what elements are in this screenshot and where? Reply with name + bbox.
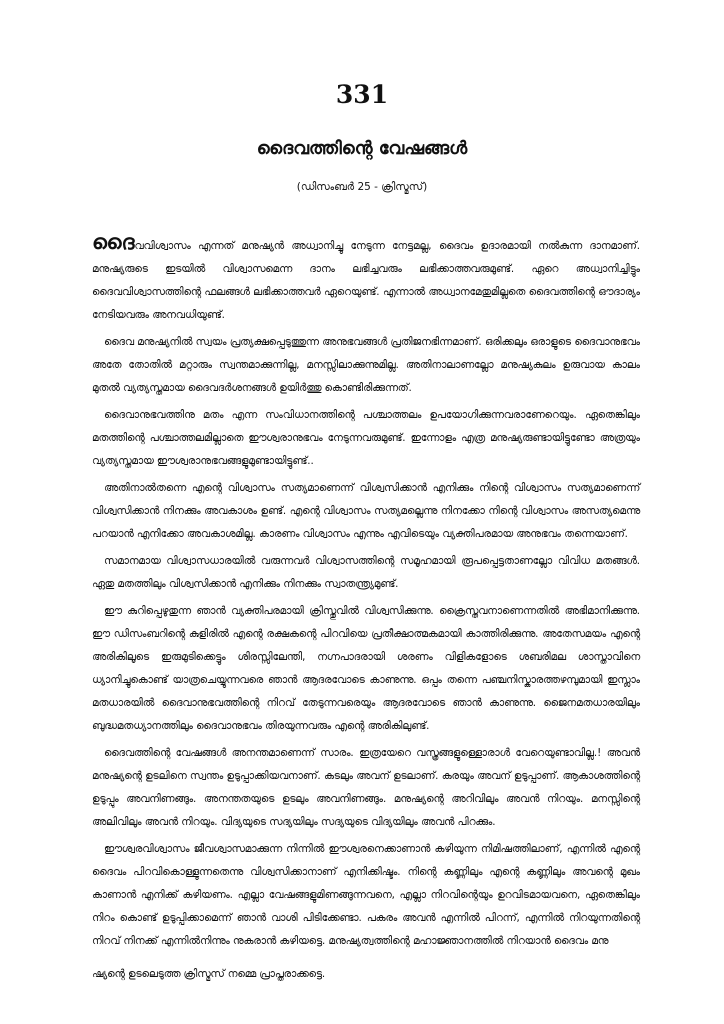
closing-line: ഷ്യന്റെ ഉടലെടുത്ത ക്രിസ്മസ് നമ്മെ പ്രാപ്തരാക്കട്ടെ. — [92, 968, 326, 980]
paragraph-7: ദൈവത്തിന്റെ വേഷങ്ങൾ അനന്തമാണെന്ന് സാരം. ഇത്രയേറെ വസ്ത്രങ്ങളുള്ളൊരാൾ വേറെയുണ്ടാവില്ല.! അവൻ മനുഷ്യന്റെ ഉടലിനെ സ്വന്തം ഉടുപ്പാക്കിയവനാണ്. കടലും അവന് ഉടലാണ്. കരയും അവന് ഉടുപ്പാണ്. ആകാശത്തിന്റെ ഉടുപ്പും അവനിണങ്ങും. അനന്തതയുടെ ഉടലും അവനിണങ്ങും. മനുഷ്യന്റെ അറിവിലും അവൻ നിറയും. മനസ്സിന്റെ അലിവിലും അവൻ നിറയും. വിദ്യയുടെ സദ്യയിലും സദ്യയുടെ വിദ്യയിലും അവൻ പിറക്കും. — [92, 747, 640, 828]
paragraph-4: അതിനാൽതന്നെ എന്റെ വിശ്വാസം സത്യമാണെന്ന് വിശ്വസിക്കാൻ എനിക്കും നിന്റെ വിശ്വാസം സത്യമാണെന്ന് വിശ്വസിക്കാൻ നിനക്കും അവകാശം ഉണ്ട്. എന്റെ വിശ്വാസം സത്യമല്ലെന്നു നിനക്കോ നിന്റെ വിശ്വാസം അസത്യമെന്നു പറയാൻ എനിക്കോ അവകാശമില്ല. കാരണം വിശ്വാസം എന്നും എവിടെയും വ്യക്തിപരമായ അനുഭവം തന്നെയാണ്. — [92, 482, 640, 540]
article-body — [92, 230, 640, 990]
paragraph-6: ഈ കുറിപ്പെഴുതുന്ന ഞാൻ വ്യക്തിപരമായി ക്രിസ്തുവിൽ വിശ്വസിക്കുന്നു. ക്രൈസ്തവനാണെന്നതിൽ അഭിമാനിക്കുന്നു. ഈ ഡിസംബറിന്റെ കുളിരിൽ എന്റെ രക്ഷകന്റെ പിറവിയെ പ്രതീക്ഷാത്മകമായി കാത്തിരിക്കുന്നു. അതേസമയം എന്റെ അരികിലൂടെ ഇരുമുടിക്കെട്ടും ശിരസ്സിലേന്തി, നഗ്നപാദരായി ശരണം വിളികളോടെ ശബരിമല ശാസ്താവിനെ ധ്യാനിച്ചുകൊണ്ട് യാത്രചെയ്യുന്നവരെ ഞാൻ ആദരവോടെ കാണുന്നു. ഒപ്പം തന്നെ പഞ്ചനിസ്കാരത്തഴമ്പുമായി ഇസ്ലാം മതധാരയിൽ ദൈവാനുഭവത്തിന്റെ നിറവ് തേടുന്നവരെയും ആദരവോടെ ഞാൻ കാണുന്നു. ജൈനമതധാരയിലും ബുദ്ധമതധ്യാനത്തിലും ദൈവാനുഭവം തിരയുന്നവരും എന്റെ അരികിലുണ്ട്. — [92, 605, 640, 732]
paragraph-1-text: വവിശ്വാസം എന്നത് മനുഷ്യൻ അധ്വാനിച്ചു നേടുന്ന നേട്ടമല്ല, ദൈവം ഉദാരമായി നൽകുന്ന ദാനമാണ്. മനുഷ്യരുടെ ഇടയിൽ വിശ്വാസമെന്ന ദാനം ലഭിച്ചവരും ലഭിക്കാത്തവരുമുണ്ട്. ഏറെ അധ്വാനിച്ചിട്ടും ദൈവവിശ്വാസത്തിന്റെ ഫലങ്ങൾ ലഭിക്കാത്തവർ ഏറെയുണ്ട്. എന്നാൽ അധ്വാനമേതുമില്ലതെ ദൈവത്തിന്റെ ഔദാര്യം നേടിയവരും അനവധിയുണ്ട്. — [92, 240, 640, 321]
paragraph-1 — [92, 230, 640, 327]
paragraph-5: സമാനമായ വിശ്വാസധാരയിൽ വരുന്നവർ വിശ്വാസത്തിന്റെ സമൂഹമായി രൂപപ്പെട്ടതാണല്ലോ വിവിധ മതങ്ങൾ. ഏതു മതത്തിലും വിശ്വസിക്കാൻ എനിക്കും നിനക്കും സ്വാതന്ത്ര്യമുണ്ട്. — [92, 555, 640, 590]
article-subtitle: (ഡിസംബർ 25 - ക്രിസ്മസ്) — [296, 181, 428, 193]
paragraph-2: ദൈവ മനുഷ്യനിൽ സ്വയം പ്രത്യക്ഷപ്പെടുത്തുന്ന അനുഭവങ്ങൾ പ്രതിജനഭിന്നമാണ്. ഒരിക്കലും ഒരാളുടെ ദൈവാനുഭവം അതേ തോതിൽ മറ്റാരും സ്വന്തമാക്കുന്നില്ല, മനസ്സിലാക്കുന്നുമില്ല. അതിനാലാണല്ലോ മനുഷ്യകുലം ഉരുവായ കാലം മുതൽ വ്യത്യസ്തമായ ദൈവദർശനങ്ങൾ ഉയിർത്തു കൊണ്ടിരിക്കുന്നത്. — [92, 336, 640, 394]
paragraph-8: ഈശ്വരവിശ്വാസം ജീവശ്വാസമാക്കുന്ന നിന്നിൽ ഈശ്വരനെക്കാണാൻ കഴിയുന്ന നിമിഷത്തിലാണ്, എന്നിൽ എന്റെ ദൈവം പിറവികൊള്ളുന്നതെന്നു വിശ്വസിക്കാനാണ് എനിക്കിഷ്ടം. നിന്റെ കണ്ണിലും എന്റെ കണ്ണിലും അവന്റെ മുഖം കാണാൻ എനിക്ക് കഴിയണം. എല്ലാ വേഷങ്ങളുമിണങ്ങുന്നവനെ, എല്ലാ നിറവിന്റെയും ഉറവിടമായവനെ, ഏതെങ്കിലും നിറം കൊണ്ട് ഉടുപ്പിക്കാമെന്ന് ഞാൻ വാശി പിടിക്കേണ്ടാ. പകരം അവൻ എന്നിൽ പിറന്ന്, എന്നിൽ നിറയുന്നതിന്റെ നിറവ് നിനക്ക് എന്നിൽനിന്നും നുകരാൻ കഴിയട്ടെ. മനുഷ്യത്വത്തിന്റെ മഹാജ്ഞാനത്തിൽ നിറയാൻ ദൈവം മനു — [92, 843, 640, 947]
drop-cap: ദൈ — [92, 230, 135, 254]
page-number: 331 — [335, 80, 389, 109]
paragraph-3: ദൈവാനുഭവത്തിനു മതം എന്ന സംവിധാനത്തിന്റെ പശ്ചാത്തലം ഉപയോഗിക്കുന്നവരാണേറെയും. ഏതെങ്കിലും മതത്തിന്റെ പശ്ചാത്തലമില്ലാതെ ഈശ്വരാനുഭവം നേടുന്നവരുമുണ്ട്. ഇന്നോളം എത്ര മനുഷ്യരുണ്ടായിട്ടുണ്ടോ അത്രയും വ്യത്യസ്തമായ ഈശ്വരാനുഭവങ്ങളുമുണ്ടായിട്ടുണ്ട്.. — [92, 409, 640, 467]
article-title: ദൈവത്തിന്റെ വേഷങ്ങൾ — [256, 138, 468, 159]
